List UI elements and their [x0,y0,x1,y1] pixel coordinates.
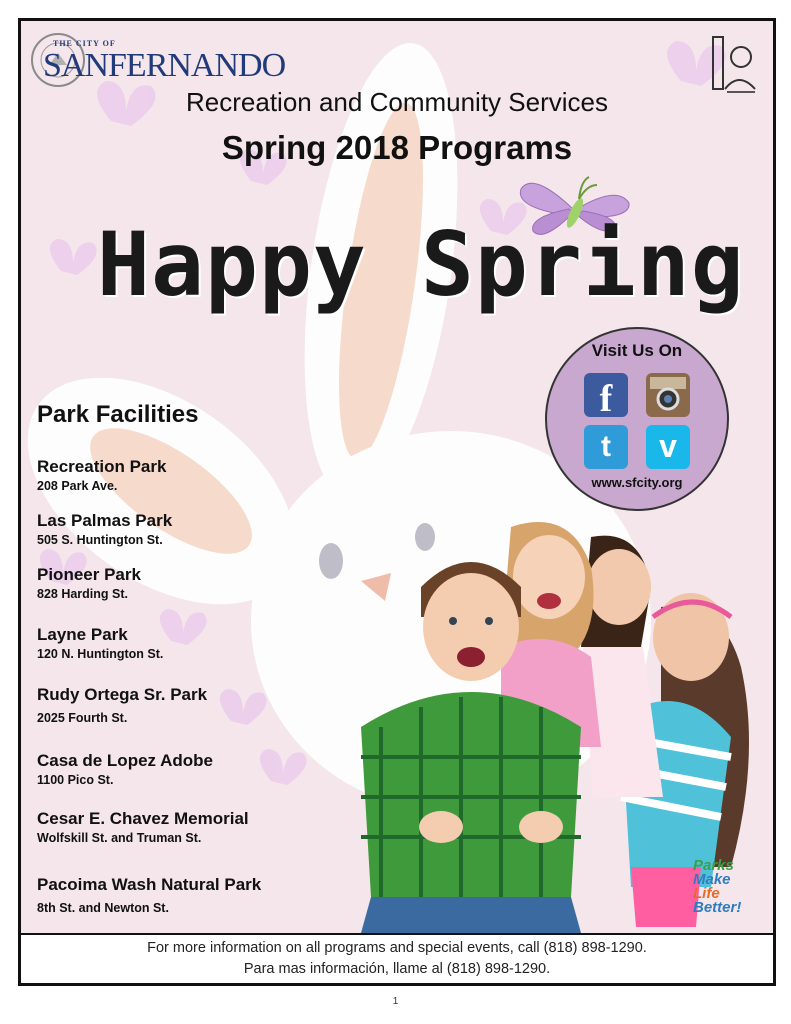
season-title: Spring 2018 Programs [221,129,573,166]
flyer-frame [18,18,776,986]
park-name: Casa de Lopez Adobe [37,751,214,770]
park-entry [37,565,141,601]
footer-english: For more information on all programs and special events, call (818) 898-1290. [147,940,647,956]
park-name: Layne Park [37,625,128,644]
vimeo-icon[interactable]: v [646,425,690,469]
social-media-badge [545,327,729,511]
park-address: Wolfskill St. and Truman St. [37,831,202,845]
park-address: 208 Park Ave. [37,479,118,493]
footer-info [21,933,773,983]
park-name: Las Palmas Park [37,511,173,530]
park-facilities-title: Park Facilities [37,401,199,428]
tagline-line: Make [693,871,731,888]
twitter-icon[interactable]: t [584,425,628,469]
park-address: 505 S. Huntington St. [37,533,163,547]
park-address: 8th St. and Newton St. [37,901,169,915]
park-address: 2025 Fourth St. [37,711,128,725]
tagline-line: Parks [693,857,734,874]
page-number: 1 [392,996,399,1007]
park-address: 120 N. Huntington St. [37,647,164,661]
tagline-line: Life [693,885,720,902]
facebook-icon[interactable]: f [584,373,628,417]
parks-make-life-better-logo [693,859,741,915]
city-logo-big: SANFERNANDO [43,47,286,84]
social-title: Visit Us On [591,341,683,360]
footer-spanish: Para mas información, llame al (818) 898-1290. [243,961,551,977]
park-entry [37,751,213,787]
city-logo-small: THE CITY OF [53,39,116,48]
park-name: Rudy Ortega Sr. Park [37,685,208,704]
park-entry [37,685,207,725]
park-entry [37,511,172,547]
happy-spring-headline: Happy Spring [97,213,745,316]
park-name: Pacoima Wash Natural Park [37,875,262,894]
park-name: Cesar E. Chavez Memorial [37,809,249,828]
website-link[interactable]: www.sfcity.org [591,475,683,490]
park-name: Pioneer Park [37,565,141,584]
tagline-line: Better! [693,899,742,916]
park-entry [37,875,261,915]
park-address: 1100 Pico St. [37,773,114,787]
park-address: 828 Harding St. [37,587,128,601]
park-entry [37,809,249,845]
department-title: Recreation and Community Services [186,87,608,117]
park-entry [37,457,166,493]
park-entry [37,625,163,661]
park-name: Recreation Park [37,457,167,476]
instagram-icon[interactable] [646,373,690,417]
